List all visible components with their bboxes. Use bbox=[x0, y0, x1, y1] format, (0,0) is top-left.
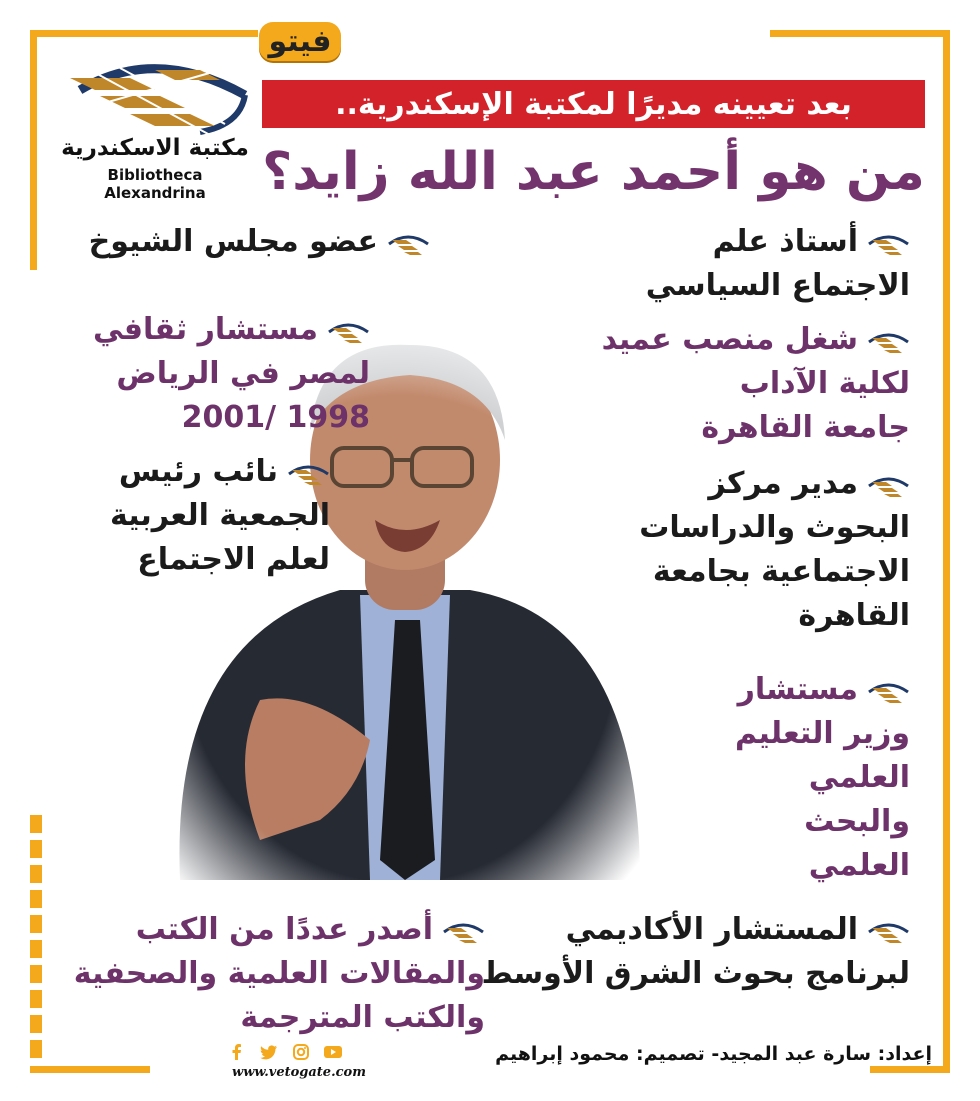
bibliotheca-logo-icon bbox=[866, 918, 910, 944]
frame-dash bbox=[30, 865, 42, 883]
item-senate bbox=[80, 220, 430, 264]
page-title: من هو أحمد عبد الله زايد؟ bbox=[262, 142, 925, 202]
item-line: وزير التعليم bbox=[734, 716, 910, 751]
bibliotheca-logo-icon bbox=[326, 318, 370, 344]
item-line: الاجتماع السياسي bbox=[645, 268, 910, 303]
item-line: لعلم الاجتماع bbox=[137, 542, 330, 577]
item-director bbox=[600, 462, 910, 638]
library-name-ar: مكتبة الاسكندرية bbox=[61, 135, 249, 161]
item-line: أصدر عددًا من الكتب bbox=[135, 912, 433, 947]
bibliotheca-logo-icon bbox=[866, 230, 910, 256]
item-line: مستشار bbox=[737, 672, 858, 707]
item-line: والمقالات العلمية والصحفية bbox=[73, 956, 485, 991]
item-line: مدير مركز bbox=[708, 466, 858, 501]
item-dean bbox=[565, 318, 910, 450]
item-line: الجمعية العربية bbox=[110, 498, 330, 533]
bibliotheca-logo-icon bbox=[386, 230, 430, 256]
headline: بعد تعيينه مديرًا لمكتبة الإسكندرية.. bbox=[262, 80, 925, 128]
bibliotheca-logo-icon bbox=[286, 460, 330, 486]
brand-name: فيتو bbox=[259, 22, 342, 61]
frame-dash bbox=[30, 890, 42, 908]
frame-dash bbox=[30, 940, 42, 958]
item-line: القاهرة bbox=[798, 598, 910, 633]
frame-dash bbox=[30, 840, 42, 858]
item-line: المستشار الأكاديمي bbox=[565, 912, 858, 947]
frame-dash bbox=[30, 1040, 42, 1058]
item-line: لمصر في الرياض bbox=[116, 356, 370, 391]
frame-right bbox=[943, 30, 950, 1070]
frame-dash bbox=[30, 1015, 42, 1033]
frame-bottom-right bbox=[870, 1066, 950, 1073]
item-line: لبرنامج بحوث الشرق الأوسط bbox=[481, 956, 910, 991]
credit: إعداد: سارة عبد المجيد- تصميم: محمود إبراهيم bbox=[495, 1043, 932, 1065]
bibliotheca-logo-icon bbox=[866, 678, 910, 704]
item-advisor bbox=[690, 668, 910, 888]
bibliotheca-logo-icon bbox=[441, 918, 485, 944]
site-url[interactable]: www.vetogate.com bbox=[232, 1065, 366, 1080]
bibliotheca-logo-icon bbox=[866, 328, 910, 354]
item-line: مستشار ثقافي bbox=[93, 312, 318, 347]
bibliotheca-logo-icon bbox=[60, 50, 250, 140]
item-line: لكلية الآداب bbox=[739, 366, 910, 401]
frame-dash bbox=[30, 990, 42, 1008]
item-line: الاجتماعية بجامعة bbox=[652, 554, 910, 589]
item-line: والكتب المترجمة bbox=[240, 1000, 485, 1035]
frame-top-left bbox=[30, 30, 258, 37]
item-line: العلمي bbox=[808, 760, 910, 795]
item-line: البحوث والدراسات bbox=[639, 510, 910, 545]
facebook-icon[interactable] bbox=[228, 1044, 246, 1060]
item-line: العلمي bbox=[808, 848, 910, 883]
library-name-en: Bibliotheca Alexandrina bbox=[104, 166, 206, 202]
item-line: شغل منصب عميد bbox=[601, 322, 858, 357]
bibliotheca-logo-icon bbox=[866, 472, 910, 498]
instagram-icon[interactable] bbox=[292, 1044, 310, 1060]
frame-left bbox=[30, 30, 37, 270]
frame-dash bbox=[30, 815, 42, 833]
item-line: نائب رئيس bbox=[118, 454, 278, 489]
frame-bottom-left bbox=[30, 1066, 150, 1073]
brand-logo bbox=[260, 18, 340, 64]
item-academic bbox=[481, 908, 910, 996]
item-line: عضو مجلس الشيوخ bbox=[88, 224, 378, 259]
frame-dash bbox=[30, 915, 42, 933]
youtube-icon[interactable] bbox=[324, 1044, 342, 1060]
item-vice bbox=[80, 450, 330, 582]
frame-top-right bbox=[770, 30, 950, 37]
item-line: والبحث bbox=[804, 804, 910, 839]
item-books bbox=[60, 908, 485, 1040]
frame-dash bbox=[30, 965, 42, 983]
twitter-icon[interactable] bbox=[260, 1044, 278, 1060]
item-line: 1998 /2001 bbox=[181, 400, 370, 435]
item-line: أستاذ علم bbox=[712, 224, 858, 259]
social-links bbox=[228, 1044, 342, 1060]
item-cultural bbox=[80, 308, 370, 440]
item-prof bbox=[565, 220, 910, 308]
item-line: جامعة القاهرة bbox=[701, 410, 910, 445]
